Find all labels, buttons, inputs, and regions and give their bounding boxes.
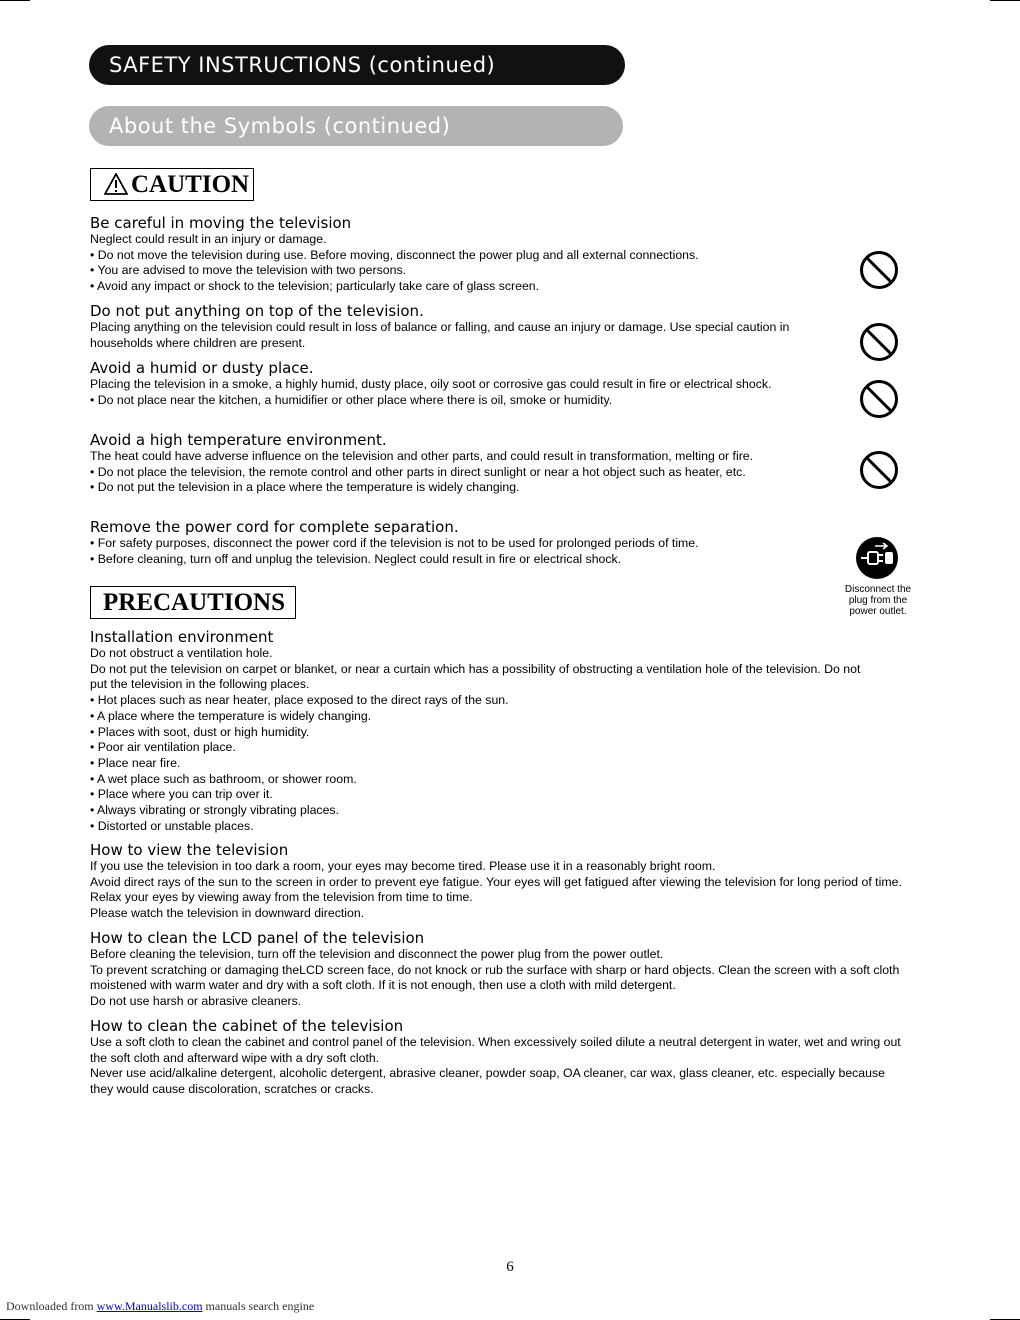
section-text: • Distorted or unstable places. <box>90 818 254 833</box>
prohibition-icon <box>859 379 899 419</box>
page-title: SAFETY INSTRUCTIONS (continued) <box>89 45 625 85</box>
unplug-caption: Disconnect the plug from the power outlet. <box>844 584 912 617</box>
precautions-section-installation <box>90 628 875 834</box>
section-heading: Remove the power cord for complete separation. <box>90 518 459 536</box>
section-text: • For safety purposes, disconnect the power cord if the television is not to be used for prolonged periods of time. <box>90 536 699 550</box>
section-text: • Place near fire. <box>90 755 181 770</box>
section-text: • Do not place the television, the remote control and other parts in direct sunlight or near a hot object such as heater, etc. <box>90 464 746 479</box>
prohibition-icon <box>859 450 899 490</box>
section-text: • Always vibrating or strongly vibrating places. <box>90 803 339 818</box>
section-text: Use a soft cloth to clean the cabinet and control panel of the television. When excessively soiled dilute a neutral detergent in water, wet and wring out the soft cloth and afterward wipe with a dry soft cloth. <box>90 1035 901 1065</box>
page-number: 6 <box>506 1259 514 1275</box>
precautions-label: PRECAUTIONS <box>90 586 296 619</box>
section-text: Before cleaning the television, turn off the television and disconnect the power plug from the power outlet. <box>90 947 664 961</box>
unplug-icon <box>855 536 899 580</box>
crop-mark <box>0 0 30 1</box>
section-text: If you use the television in too dark a room, your eyes may become tired. Please use it in a reasonably bright room. <box>90 859 716 873</box>
precautions-section-view <box>90 841 905 922</box>
section-text: The heat could have adverse influence on the television and other parts, and could result in transformation, melting or fire. <box>90 449 754 463</box>
section-heading: Avoid a humid or dusty place. <box>90 359 314 377</box>
section-text: • Before cleaning, turn off and unplug the television. Neglect could result in fire or electrical shock. <box>90 551 622 566</box>
section-text: Neglect could result in an injury or damage. <box>90 232 327 246</box>
section-text: Please watch the television in downward direction. <box>90 906 365 921</box>
section-text: • Do not place near the kitchen, a humidifier or other place where there is oil, smoke or humidity. <box>90 392 613 407</box>
caution-section-moving <box>90 214 842 295</box>
section-heading: Avoid a high temperature environment. <box>90 431 387 449</box>
section-heading: Do not put anything on top of the television. <box>90 302 424 320</box>
section-text: • Do not put the television in a place where the temperature is widely changing. <box>90 480 520 495</box>
section-text: Placing the television in a smoke, a highly humid, dusty place, oily soot or corrosive gas could result in fire or electrical shock. <box>90 377 772 391</box>
section-text: • A place where the temperature is widely changing. <box>90 708 372 723</box>
caution-section-temperature <box>90 431 845 496</box>
section-text: To prevent scratching or damaging theLCD screen face, do not knock or rub the surface with sharp or hard objects. Clean the screen with a soft cloth moistened with warm water and dry with a soft cloth. If it is not enough, then use a cloth with mild detergent. <box>90 962 900 993</box>
section-heading: Be careful in moving the television <box>90 214 352 232</box>
section-text: • Hot places such as near heater, place exposed to the direct rays of the sun. <box>90 693 509 708</box>
section-subtitle: About the Symbols (continued) <box>89 106 623 146</box>
section-heading: How to clean the LCD panel of the television <box>90 929 425 947</box>
section-text: • You are advised to move the television with two persons. <box>90 263 407 278</box>
footer-suffix: manuals search engine <box>205 1299 315 1313</box>
section-text: • Poor air ventilation place. <box>90 740 236 755</box>
prohibition-icon <box>859 322 899 362</box>
section-text: Do not use harsh or abrasive cleaners. <box>90 994 302 1009</box>
section-heading: Installation environment <box>90 628 274 646</box>
section-text: • Place where you can trip over it. <box>90 787 273 802</box>
section-text: Never use acid/alkaline detergent, alcoholic detergent, abrasive cleaner, powder soap, OA cleaner, car wax, glass cleaner, etc. especially because they would cause discoloration, scratches or cracks. <box>90 1066 885 1097</box>
section-text: Do not put the television on carpet or blanket, or near a curtain which has a possibility of obstructing a ventilation hole of the television. Do not put the television in the following places. <box>90 661 861 692</box>
crop-mark <box>990 0 1020 1</box>
footer <box>6 1299 314 1314</box>
warning-triangle-icon <box>104 173 128 195</box>
prohibition-icon <box>859 250 899 290</box>
footer-prefix: Downloaded from <box>6 1299 94 1313</box>
caution-label: CAUTION <box>131 171 250 198</box>
section-text: • Places with soot, dust or high humidity. <box>90 724 310 739</box>
precautions-section-clean-lcd <box>90 929 905 1010</box>
section-text: Avoid direct rays of the sun to the screen in order to prevent eye fatigue. Your eyes will get fatigued after viewing the television for long period of time. Relax your eyes by viewing away from the television from time to time. <box>90 874 902 905</box>
section-text: Placing anything on the television could result in loss of balance or falling, and cause an injury or damage. Use special caution in households where children are present. <box>90 320 790 350</box>
section-text: Do not obstruct a ventilation hole. <box>90 646 273 660</box>
caution-section-humid <box>90 359 842 408</box>
caution-section-top <box>90 302 842 351</box>
precautions-section-clean-cabinet <box>90 1017 905 1098</box>
caution-label-box <box>90 168 254 201</box>
footer-link[interactable]: www.Manualslib.com <box>96 1299 203 1313</box>
section-text: • Do not move the television during use. Before moving, disconnect the power plug and all external connections. <box>90 247 699 262</box>
section-heading: How to clean the cabinet of the television <box>90 1017 404 1035</box>
section-text: • Avoid any impact or shock to the television; particularly take care of glass screen. <box>90 279 540 294</box>
section-text: • A wet place such as bathroom, or shower room. <box>90 771 357 786</box>
section-heading: How to view the television <box>90 841 289 859</box>
caution-section-power <box>90 518 842 567</box>
